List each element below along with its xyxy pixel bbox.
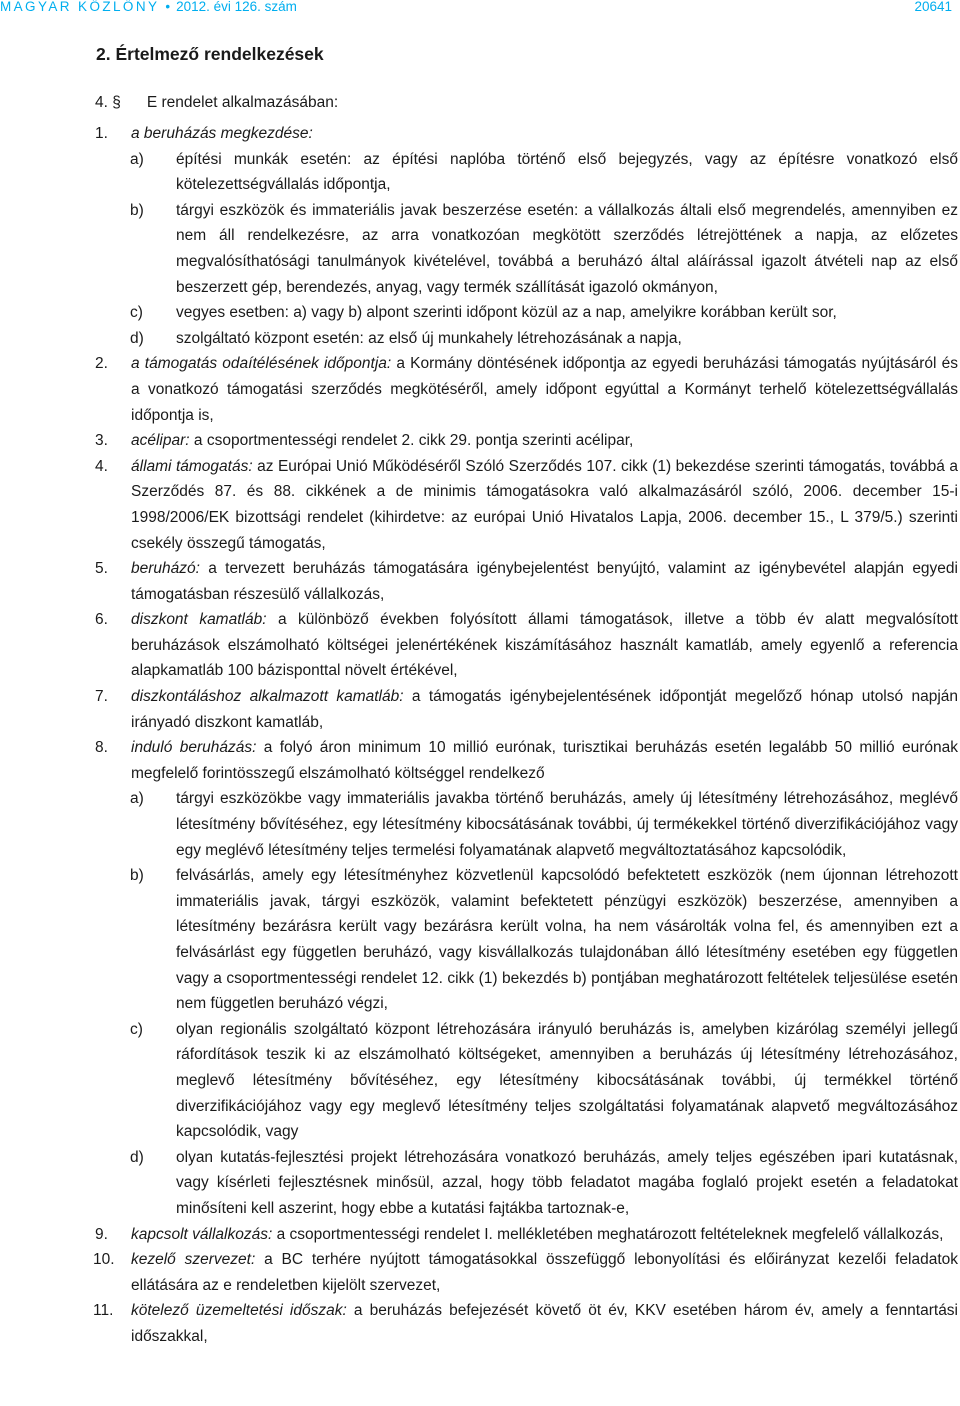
sub-item [130, 198, 958, 300]
sub-item [130, 863, 958, 1017]
definition-item [95, 607, 958, 684]
definition-term: kapcsolt vállalkozás: [131, 1225, 273, 1243]
sub-item-label: d) [130, 1148, 144, 1166]
definition-term: induló beruházás: [131, 739, 257, 757]
definition-item [95, 121, 958, 147]
item-number: 10. [93, 1251, 115, 1269]
definition-text: a támogatás igénybejelentésének időpontját megelőző hónap utolsó napján irányadó diszkont kamatláb, [131, 688, 959, 731]
definition-item [93, 1247, 958, 1298]
definition-text: a BC terhére nyújtott támogatásokkal összefüggő lebonyolítási és előirányzat kezelői feladatok ellátására az e rendeletben kijelölt szervezet, [131, 1251, 958, 1294]
definition-list [0, 121, 960, 1350]
sub-item-text: tárgyi eszközökbe vagy immateriális javakba történő beruházás, amely új létesítmény létrehozásához, meglévő létesítmény bővítéséhez, egy létesítmény kibocsátásának további, új termékekkel történő diverzifikációjához vagy egy meglévő létesítmény teljes termelési folyamatának alapvető megváltoztatásához kapcsolódik, [176, 790, 958, 859]
definition-item [93, 1298, 959, 1349]
definition-text: a különböző években folyósított állami támogatások, illetve a több év alatt megvalósított beruházások elszámolható költségei jelenértékének kiszámításához használt kamatláb, amely egyenlő a referencia alapkamatláb 100 bázisponttal növelt értékével, [131, 611, 958, 680]
page-number: 20641 [914, 0, 952, 14]
definition-term: kezelő szervezet: [131, 1251, 256, 1269]
item-number: 5. [95, 560, 108, 578]
item-number: 11. [93, 1302, 114, 1320]
sub-item [130, 1017, 958, 1145]
item-number: 8. [95, 739, 108, 757]
sub-item-text: szolgáltató központ esetén: az első új munkahely létrehozásának a napja, [176, 329, 682, 347]
sub-item-label: d) [130, 329, 144, 347]
definition-item [95, 428, 958, 454]
item-number: 2. [95, 355, 108, 373]
sub-item-label: c) [130, 1020, 143, 1038]
sub-item-text: olyan kutatás-fejlesztési projekt létrehozására vonatkozó beruházás, amely teljes egészében ipari kutatásnak, vagy kísérleti fejlesztésnek minősül, azzal, hogy több feladatot magába foglaló projekt esetén a feladatokat minősíteni kell aszerint, hogy ebbe a kutatási fajtákba tartoznak-e, [176, 1148, 958, 1217]
sub-item [130, 1145, 958, 1222]
sub-item-text: vegyes esetben: a) vagy b) alpont szerinti időpont közül az a nap, amelyikre korábban került sor, [176, 304, 837, 322]
definition-item [95, 351, 958, 428]
sub-item-label: a) [130, 150, 144, 168]
definition-term: kötelező üzemeltetési időszak: [131, 1302, 347, 1320]
definition-text: a tervezett beruházás támogatására igénybejelentést benyújtó, valamint az igénybevétel alapján egyedi támogatásban részesülő vállalkozás, [131, 560, 958, 603]
definition-text: a csoportmentességi rendelet I. mellékletében meghatározott feltételeknek megfelelő vállalkozás, [272, 1225, 944, 1243]
definition-term: diszkontáláshoz alkalmazott kamatláb: [131, 688, 404, 706]
definition-term: diszkont kamatláb: [131, 611, 267, 629]
page-header [0, 0, 960, 14]
definition-term: acélipar: [131, 432, 190, 450]
definition-item [95, 1222, 958, 1248]
definition-text: a csoportmentességi rendelet 2. cikk 29. pontja szerinti acélipar, [189, 432, 634, 450]
sub-item-label: b) [130, 867, 144, 885]
item-number: 4. [95, 457, 108, 475]
sub-item-text: felvásárlás, amely egy létesítményhez közvetlenül kapcsolódó befektetett eszközök (nem újonnan létrehozott immateriális javak, tárgyi eszközök, valamint befektetett pénzügyi eszközök) beszerzése, amennyiben a létesítmény bezárásra került vagy bezárásra került volna, ha nem vásárolták volna fel, és amennyiben ezt a felvásárlást egy független beruházó, vagy kisvállalkozás tulajdonában álló létesítmény esetében egy független vagy a csoportmentességi rendelet 12. cikk (1) bekezdés b) pontjában meghatározott feltételek teljesülése esetén nem független beruházó végzi, [176, 867, 958, 1013]
definition-item [95, 684, 959, 735]
definition-text: a folyó áron minimum 10 millió eurónak, turisztikai beruházás esetén legalább 50 millió eurónak megfelelő forintösszegű elszámolható költséggel rendelkező [131, 739, 958, 782]
sub-item-label: b) [130, 201, 144, 219]
sub-item-label: a) [130, 790, 144, 808]
sub-item [130, 147, 958, 198]
sub-item [130, 786, 958, 863]
definition-item [95, 735, 958, 786]
definition-term: állami támogatás: [131, 457, 253, 475]
definition-text: a beruházás befejezését követő öt év, KKV esetében három év, amely a fenntartási időszakkal, [131, 1302, 959, 1345]
issue-label: 2012. évi 126. szám [176, 0, 297, 14]
definition-item [95, 454, 958, 556]
item-number: 1. [95, 125, 108, 142]
paragraph-number: 4. § [95, 94, 121, 111]
section-title: 2. Értelmező rendelkezések [96, 44, 324, 64]
item-number: 3. [95, 432, 108, 450]
item-number: 7. [95, 688, 108, 706]
sub-item-text: tárgyi eszközök és immateriális javak beszerzése esetén: a vállalkozás általi első megrendelés, amennyiben ez nem áll rendelkezésre, az arra vonatkozóan megkötött szerződés létrejöttének a napja, az előzetes megvalósíthatósági tanulmányok kivételével, továbbá a beruházó által aláírással igazolt átvételi nap az első beszerzett gép, berendezés, anyag, vagy termék szállítását igazoló okmányon, [176, 201, 958, 296]
sub-item-text: építési munkák esetén: az építési naplóba történő első bejegyzés, vagy az építésre vonatkozó első kötelezettségvállalás időpontja, [176, 150, 958, 194]
definition-text: az Európai Unió Működéséről Szóló Szerződés 107. cikk (1) bekezdése szerinti támogatás, továbbá a Szerződés 87. és 88. cikkének a de minimis támogatásokra való alkalmazásáról szóló, 2006. december 15-i 1998/2006/EK bizottsági rendelet (kihirdetve: az európai Unió Hivatalos Lapja, 2006. december 15., L 379/5.) szerinti csekély összegű támogatás, [131, 457, 958, 552]
definition-term: a beruházás megkezdése: [131, 125, 313, 142]
sub-item-label: c) [130, 304, 143, 322]
item-number: 9. [95, 1225, 108, 1243]
definition-term: a támogatás odaítélésének időpontja: [131, 355, 392, 373]
paragraph-heading [95, 94, 338, 112]
header-separator: • [165, 0, 171, 14]
sub-item-text: olyan regionális szolgáltató központ létrehozására irányuló beruházás is, amelyben kizárólag személyi jellegű ráfordítások teszik ki az elszámolható költségeket, amennyiben a beruházás új létesítmény létrehozásához, meglevő létesítmény bővítéséhez, egy létesítmény kibocsátásának további, új termékkel történő diverzifikációjához vagy egy meglevő létesítmény teljes szolgáltatási folyamatának alapvető megváltozásához kapcsolódik, vagy [176, 1020, 958, 1141]
definition-item [95, 556, 958, 607]
sub-item [130, 326, 958, 352]
publication-line [0, 0, 297, 14]
publication-name: MAGYAR KÖZLÖNY [0, 0, 160, 14]
definition-text: a Kormány döntésének időpontja az egyedi beruházási támogatás nyújtásáról és a vonatkozó támogatási szerződés megkötéséről, amely időpont egyúttal a Kormányt terhelő kötelezettségvállalás időpontja is, [131, 355, 958, 424]
definition-term: beruházó: [131, 560, 200, 578]
paragraph-intro: E rendelet alkalmazásában: [146, 94, 339, 111]
sub-item [130, 300, 958, 326]
item-number: 6. [95, 611, 108, 629]
